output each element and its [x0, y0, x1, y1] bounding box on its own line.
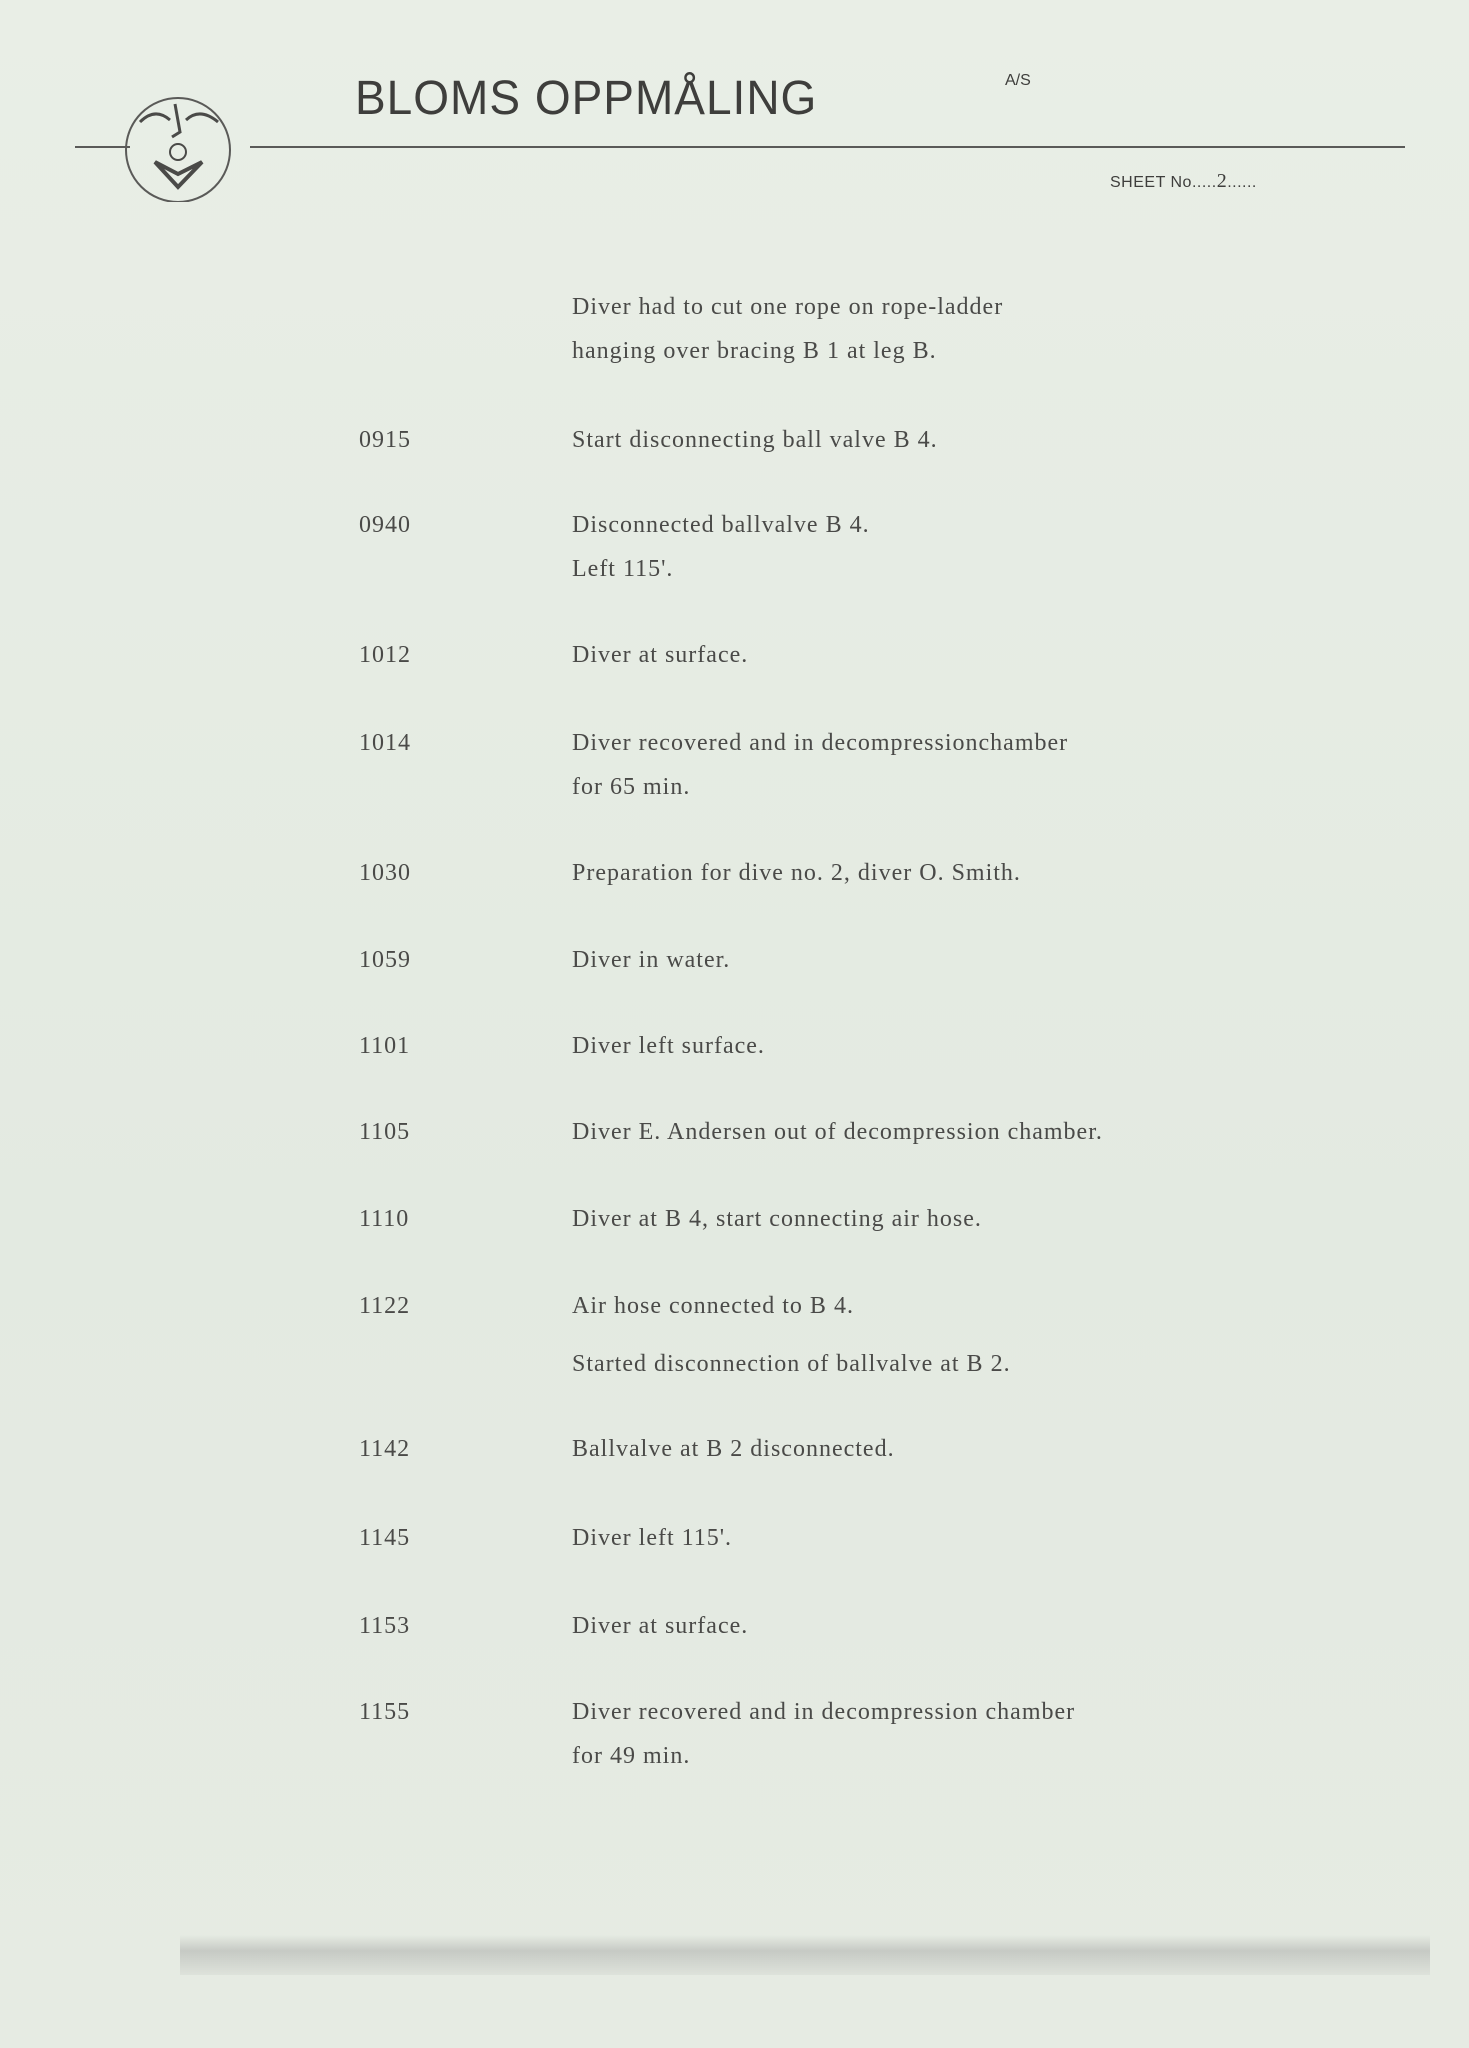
entry-time: 1122 — [359, 1293, 411, 1319]
sheet-number: 2 — [1216, 170, 1228, 192]
entry-time: 1145 — [359, 1525, 411, 1551]
entry-text: Preparation for dive no. 2, diver O. Smith. — [572, 860, 1021, 886]
entry-time: 1101 — [359, 1033, 411, 1059]
entry-text: Start disconnecting ball valve B 4. — [572, 427, 938, 453]
entry-text: Air hose connected to B 4. — [572, 1293, 854, 1319]
company-logo-icon — [120, 92, 240, 207]
entry-text: Diver had to cut one rope on rope-ladder — [572, 294, 1004, 320]
entry-time: 0940 — [359, 512, 411, 538]
header-rule-left — [75, 146, 130, 148]
entry-text: Diver at surface. — [572, 642, 749, 668]
header-rule — [250, 146, 1405, 148]
entry-text: Started disconnection of ballvalve at B 2. — [572, 1351, 1011, 1377]
page-bottom-edge — [180, 1935, 1430, 1975]
entry-time: 1153 — [359, 1613, 411, 1639]
entry-text: Diver left 115'. — [572, 1525, 733, 1551]
entry-time: 1142 — [359, 1436, 411, 1462]
entry-text: Diver at surface. — [572, 1613, 749, 1639]
entry-text: Diver recovered and in decompressionchamber — [572, 730, 1069, 756]
company-name: BLOMS OPPMÅLING — [355, 69, 818, 125]
entry-time: 1030 — [359, 860, 411, 886]
entry-time: 1059 — [359, 947, 411, 973]
entry-time: 0915 — [359, 427, 411, 453]
entry-text: Diver at B 4, start connecting air hose. — [572, 1206, 982, 1232]
sheet-label: SHEET No. — [1110, 174, 1197, 191]
entry-time: 1110 — [359, 1206, 410, 1232]
entry-text: hanging over bracing B 1 at leg B. — [572, 338, 937, 364]
entry-time: 1155 — [359, 1699, 411, 1725]
entry-text: Disconnected ballvalve B 4. — [572, 512, 870, 538]
entry-text: Diver in water. — [572, 947, 731, 973]
entry-text: Diver left surface. — [572, 1033, 765, 1059]
entry-text: Diver E. Andersen out of decompression chamber. — [572, 1119, 1103, 1145]
entry-time: 1012 — [359, 642, 411, 668]
entry-text: Ballvalve at B 2 disconnected. — [572, 1436, 895, 1462]
company-suffix: A/S — [1005, 72, 1031, 89]
entry-time: 1014 — [359, 730, 411, 756]
entry-text: for 49 min. — [572, 1743, 691, 1769]
sheet-number-field: SHEET No.....2...... — [1110, 170, 1257, 192]
entry-text: Diver recovered and in decompression chamber — [572, 1699, 1076, 1725]
entry-text: for 65 min. — [572, 774, 691, 800]
entry-time: 1105 — [359, 1119, 411, 1145]
entry-text: Left 115'. — [572, 556, 674, 582]
